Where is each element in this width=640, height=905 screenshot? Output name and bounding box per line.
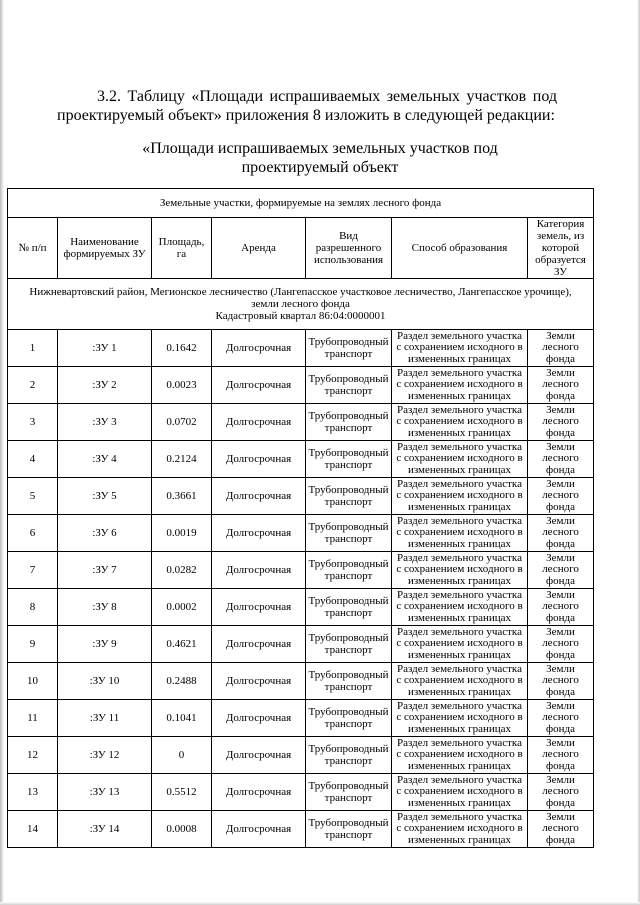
row-method: Раздел земельного участка с сохранением исходного в измененных границах xyxy=(392,737,528,774)
col-header-name: Наименование формируемых ЗУ xyxy=(58,218,152,279)
row-method: Раздел земельного участка с сохранением исходного в измененных границах xyxy=(392,330,528,367)
row-rent: Долгосрочная xyxy=(212,811,306,848)
row-num: 2 xyxy=(8,367,58,404)
row-rent: Долгосрочная xyxy=(212,515,306,552)
table-row xyxy=(8,552,594,589)
row-num: 12 xyxy=(8,737,58,774)
row-name: :ЗУ 11 xyxy=(58,700,152,737)
col-header-use: Вид разрешенного использования xyxy=(306,218,392,279)
row-use: Трубопроводный транспорт xyxy=(306,737,392,774)
row-num: 8 xyxy=(8,589,58,626)
row-method: Раздел земельного участка с сохранением исходного в измененных границах xyxy=(392,811,528,848)
row-name: :ЗУ 5 xyxy=(58,478,152,515)
row-name: :ЗУ 8 xyxy=(58,589,152,626)
row-area: 0.0702 xyxy=(152,404,212,441)
column-header-row xyxy=(8,218,594,279)
land-plots-table xyxy=(7,188,594,848)
region-cell xyxy=(8,279,594,330)
row-num: 9 xyxy=(8,626,58,663)
table-row xyxy=(8,774,594,811)
row-category: Земли лесного фонда xyxy=(528,589,594,626)
row-rent: Долгосрочная xyxy=(212,774,306,811)
row-area: 0.5512 xyxy=(152,774,212,811)
table-row xyxy=(8,330,594,367)
row-area: 0.4621 xyxy=(152,626,212,663)
row-area: 0.0019 xyxy=(152,515,212,552)
row-use: Трубопроводный транспорт xyxy=(306,404,392,441)
row-category: Земли лесного фонда xyxy=(528,404,594,441)
table-row xyxy=(8,404,594,441)
region-line-3: Кадастровый квартал 86:04:0000001 xyxy=(215,310,386,322)
region-line-1: Нижневартовский район, Мегионское лесничество (Лангепасское участковое лесничество, Лангепасское урочище), xyxy=(29,286,572,298)
row-rent: Долгосрочная xyxy=(212,404,306,441)
row-name: :ЗУ 9 xyxy=(58,626,152,663)
table-row xyxy=(8,515,594,552)
row-use: Трубопроводный транспорт xyxy=(306,552,392,589)
table-row xyxy=(8,589,594,626)
row-use: Трубопроводный транспорт xyxy=(306,367,392,404)
row-use: Трубопроводный транспорт xyxy=(306,663,392,700)
row-use: Трубопроводный транспорт xyxy=(306,811,392,848)
row-name: :ЗУ 7 xyxy=(58,552,152,589)
row-category: Земли лесного фонда xyxy=(528,626,594,663)
row-use: Трубопроводный транспорт xyxy=(306,626,392,663)
table-heading: «Площади испрашиваемых земельных участков под проектируемый объект xyxy=(142,140,498,176)
row-num: 7 xyxy=(8,552,58,589)
row-name: :ЗУ 2 xyxy=(58,367,152,404)
row-rent: Долгосрочная xyxy=(212,589,306,626)
row-num: 1 xyxy=(8,330,58,367)
row-use: Трубопроводный транспорт xyxy=(306,515,392,552)
row-num: 10 xyxy=(8,663,58,700)
row-category: Земли лесного фонда xyxy=(528,737,594,774)
row-method: Раздел земельного участка с сохранением исходного в измененных границах xyxy=(392,367,528,404)
table-row xyxy=(8,367,594,404)
row-method: Раздел земельного участка с сохранением исходного в измененных границах xyxy=(392,663,528,700)
row-area: 0 xyxy=(152,737,212,774)
row-area: 0.2488 xyxy=(152,663,212,700)
row-method: Раздел земельного участка с сохранением исходного в измененных границах xyxy=(392,441,528,478)
row-use: Трубопроводный транспорт xyxy=(306,478,392,515)
row-category: Земли лесного фонда xyxy=(528,774,594,811)
table-title-row xyxy=(8,189,594,218)
row-method: Раздел земельного участка с сохранением исходного в измененных границах xyxy=(392,700,528,737)
row-use: Трубопроводный транспорт xyxy=(306,774,392,811)
row-use: Трубопроводный транспорт xyxy=(306,700,392,737)
row-rent: Долгосрочная xyxy=(212,700,306,737)
table-row xyxy=(8,626,594,663)
row-rent: Долгосрочная xyxy=(212,478,306,515)
col-header-rent: Аренда xyxy=(212,218,306,279)
row-method: Раздел земельного участка с сохранением исходного в измененных границах xyxy=(392,589,528,626)
row-name: :ЗУ 4 xyxy=(58,441,152,478)
row-category: Земли лесного фонда xyxy=(528,515,594,552)
table-row xyxy=(8,663,594,700)
row-name: :ЗУ 1 xyxy=(58,330,152,367)
table-row xyxy=(8,737,594,774)
row-rent: Долгосрочная xyxy=(212,552,306,589)
row-category: Земли лесного фонда xyxy=(528,663,594,700)
row-num: 14 xyxy=(8,811,58,848)
row-name: :ЗУ 6 xyxy=(58,515,152,552)
col-header-method: Способ образования xyxy=(392,218,528,279)
row-category: Земли лесного фонда xyxy=(528,441,594,478)
row-num: 4 xyxy=(8,441,58,478)
row-name: :ЗУ 12 xyxy=(58,737,152,774)
row-method: Раздел земельного участка с сохранением исходного в измененных границах xyxy=(392,478,528,515)
row-num: 5 xyxy=(8,478,58,515)
row-method: Раздел земельного участка с сохранением исходного в измененных границах xyxy=(392,404,528,441)
row-num: 11 xyxy=(8,700,58,737)
row-name: :ЗУ 3 xyxy=(58,404,152,441)
row-rent: Долгосрочная xyxy=(212,663,306,700)
row-area: 0.2124 xyxy=(152,441,212,478)
col-header-category: Категория земель, из которой образуется ЗУ xyxy=(528,218,594,279)
row-method: Раздел земельного участка с сохранением исходного в измененных границах xyxy=(392,626,528,663)
row-category: Земли лесного фонда xyxy=(528,811,594,848)
row-num: 6 xyxy=(8,515,58,552)
row-area: 0.0002 xyxy=(152,589,212,626)
land-plots-table-container xyxy=(7,188,593,846)
row-method: Раздел земельного участка с сохранением исходного в измененных границах xyxy=(392,774,528,811)
row-area: 0.3661 xyxy=(152,478,212,515)
intro-paragraph: 3.2. Таблицу «Площади испрашиваемых земельных участков под проектируемый объект» приложения 8 изложить в следующей редакции: xyxy=(57,88,557,124)
row-area: 0.0008 xyxy=(152,811,212,848)
table-title: Земельные участки, формируемые на землях лесного фонда xyxy=(8,189,594,218)
row-category: Земли лесного фонда xyxy=(528,478,594,515)
col-header-area: Площадь, га xyxy=(152,218,212,279)
row-method: Раздел земельного участка с сохранением исходного в измененных границах xyxy=(392,515,528,552)
row-use: Трубопроводный транспорт xyxy=(306,441,392,478)
row-rent: Долгосрочная xyxy=(212,367,306,404)
scan-edge-left xyxy=(0,0,4,905)
region-row xyxy=(8,279,594,330)
row-category: Земли лесного фонда xyxy=(528,552,594,589)
col-header-num: № п/п xyxy=(8,218,58,279)
row-num: 3 xyxy=(8,404,58,441)
row-method: Раздел земельного участка с сохранением исходного в измененных границах xyxy=(392,552,528,589)
row-area: 0.1041 xyxy=(152,700,212,737)
row-use: Трубопроводный транспорт xyxy=(306,589,392,626)
row-category: Земли лесного фонда xyxy=(528,700,594,737)
row-category: Земли лесного фонда xyxy=(528,367,594,404)
table-row xyxy=(8,811,594,848)
table-row xyxy=(8,478,594,515)
row-category: Земли лесного фонда xyxy=(528,330,594,367)
row-name: :ЗУ 13 xyxy=(58,774,152,811)
row-name: :ЗУ 14 xyxy=(58,811,152,848)
row-rent: Долгосрочная xyxy=(212,626,306,663)
table-row xyxy=(8,441,594,478)
row-area: 0.0023 xyxy=(152,367,212,404)
row-area: 0.1642 xyxy=(152,330,212,367)
table-row xyxy=(8,700,594,737)
row-rent: Долгосрочная xyxy=(212,737,306,774)
row-rent: Долгосрочная xyxy=(212,330,306,367)
row-use: Трубопроводный транспорт xyxy=(306,330,392,367)
region-line-2: земли лесного фонда xyxy=(251,298,350,310)
row-area: 0.0282 xyxy=(152,552,212,589)
row-num: 13 xyxy=(8,774,58,811)
row-rent: Долгосрочная xyxy=(212,441,306,478)
row-name: :ЗУ 10 xyxy=(58,663,152,700)
